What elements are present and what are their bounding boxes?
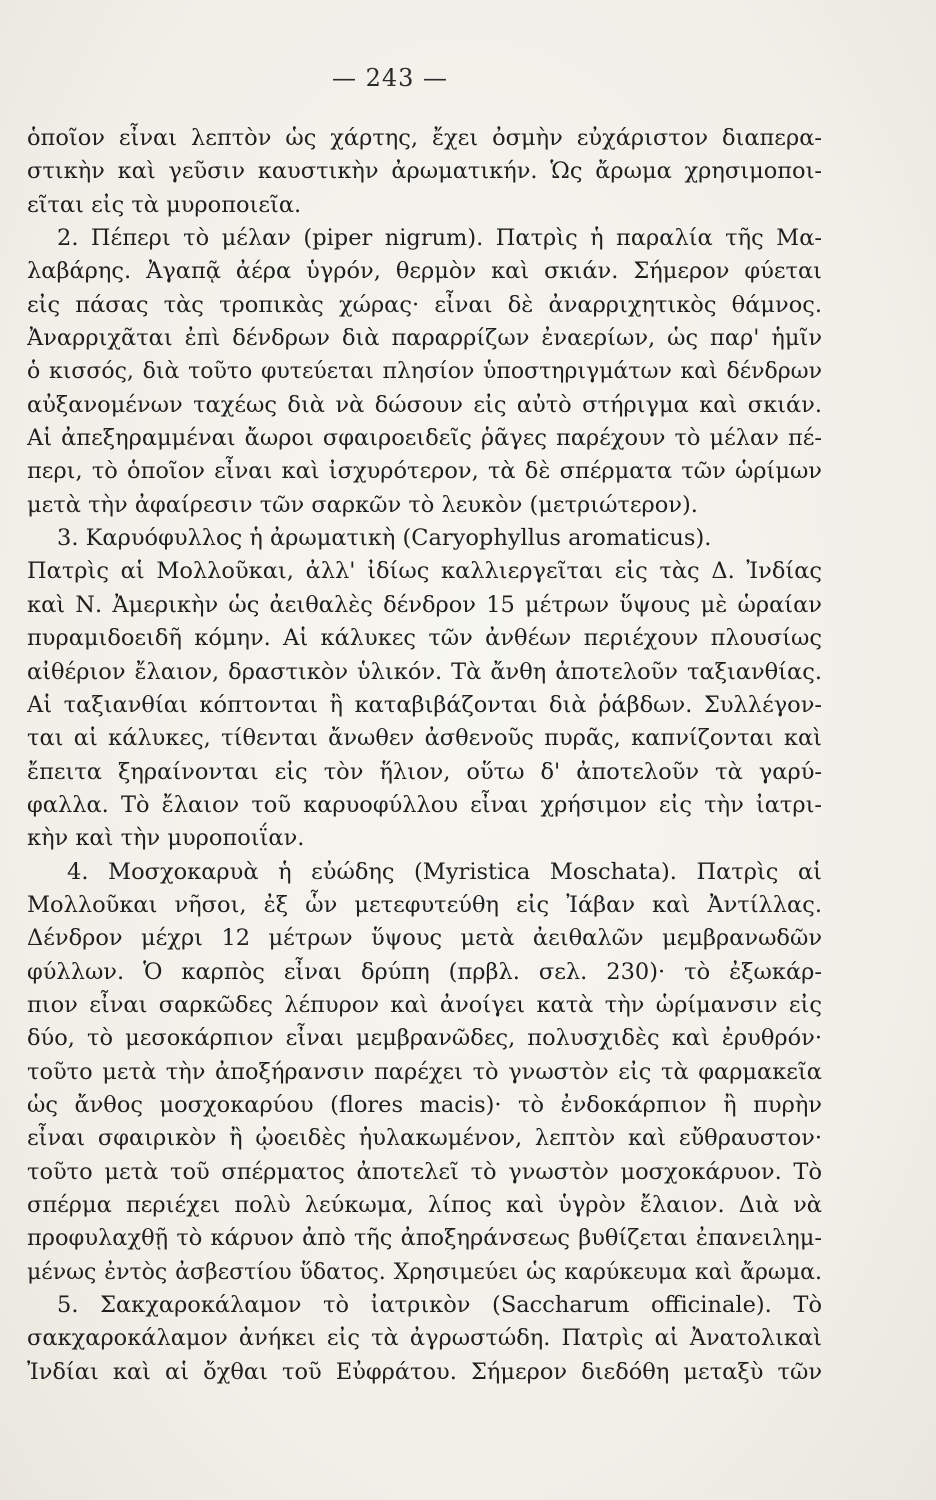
text-line: φαλλα. Τὸ ἔλαιον τοῦ καρυοφύλλου εἶναι χρήσιμον εἰς τὴν ἰατρι- [27, 791, 822, 818]
text-line: ὡς ἄνθος μοσχοκαρύου (flores macis)· τὸ ἐνδοκάρπιον ἢ πυρὴν [27, 1091, 822, 1118]
text-line: μετὰ τὴν ἀφαίρεσιν τῶν σαρκῶν τὸ λευκὸν (μετριώτερον). [27, 491, 698, 518]
text-line: Δένδρον μέχρι 12 μέτρων ὕψους μετὰ ἀειθαλῶν μεμβρανωδῶν [27, 925, 822, 952]
text-line: φύλλων. Ὁ καρπὸς εἶναι δρύπη (πρβλ. σελ. 230)· τὸ ἐξωκάρ- [27, 958, 822, 985]
text-line: ται αἱ κάλυκες, τίθενται ἄνωθεν ἀσθενοῦς πυρᾶς, καπνίζονται καὶ [27, 725, 822, 752]
text-line: μένως ἐντὸς ἀσβεστίου ὕδατος. Χρησιμεύει ὡς καρύκευμα καὶ ἄρωμα. [27, 1259, 822, 1285]
section-heading-line: 3. Καρυόφυλλος ἡ ἀρωματικὴ (Caryophyllus aromaticus). [57, 525, 712, 552]
text-line: λαβάρης. Ἀγαπᾷ ἀέρα ὑγρόν, θερμὸν καὶ σκιάν. Σήμερον φύεται [27, 258, 822, 285]
text-line: ὁποῖον εἶναι λεπτὸν ὡς χάρτης, ἔχει ὀσμὴν εὐχάριστον διαπερα- [27, 125, 822, 151]
text-line: δύο, τὸ μεσοκάρπιον εἶναι μεμβρανῶδες, πολυσχιδὲς καὶ ἐρυθρόν· [27, 1025, 822, 1052]
text-line: ὁ κισσός, διὰ τοῦτο φυτεύεται πλησίον ὑποστηριγμάτων καὶ δένδρων [27, 359, 822, 385]
page-number: — 243 — [331, 64, 449, 92]
text-line: προφυλαχθῇ τὸ κάρυον ἀπὸ τῆς ἀποξηράνσεως βυθίζεται ἐπανειλημ- [27, 1225, 822, 1252]
text-line: Αἱ ταξιανθίαι κόπτονται ἢ καταβιβάζονται διὰ ῥάβδων. Συλλέγον- [27, 691, 822, 718]
section-heading-line: 2. Πέπερι τὸ μέλαν (piper nigrum). Πατρὶς ἡ παραλία τῆς Μα- [57, 225, 822, 252]
text-line: Ἀναρριχᾶται ἐπὶ δένδρων διὰ παραρρίζων ἐναερίων, ὡς παρ' ἡμῖν [27, 325, 822, 352]
text-line: εἶναι σφαιρικὸν ἢ ᾠοειδὲς ἠυλακωμένον, λεπτὸν καὶ εὔθραυστον· [27, 1125, 822, 1152]
text-line: περι, τὸ ὁποῖον εἶναι καὶ ἰσχυρότερον, τὰ δὲ σπέρματα τῶν ὡρίμων [27, 458, 822, 485]
text-line: κὴν καὶ τὴν μυροποιΐαν. [27, 825, 305, 852]
text-line: τοῦτο μετὰ τοῦ σπέρματος ἀποτελεῖ τὸ γνωστὸν μοσχοκάρυον. Τὸ [27, 1158, 822, 1185]
text-line: εῖται εἰς τὰ μυροποιεῖα. [27, 191, 302, 218]
text-line: πυραμιδοειδῆ κόμην. Αἱ κάλυκες τῶν ἀνθέων περιέχουν πλουσίως [27, 625, 822, 652]
text-line: σπέρμα περιέχει πολὺ λεύκωμα, λίπος καὶ ὑγρὸν ἔλαιον. Διὰ νὰ [27, 1192, 822, 1218]
text-line: πιον εἶναι σαρκῶδες λέπυρον καὶ ἀνοίγει κατὰ τὴν ὡρίμανσιν εἰς [27, 991, 822, 1018]
text-line: Ἰνδίαι καὶ αἱ ὄχθαι τοῦ Εὐφράτου. Σήμερον διεδόθη μεταξὺ τῶν [27, 1358, 822, 1385]
text-line: ἔπειτα ξηραίνονται εἰς τὸν ἥλιον, οὕτω δ' ἀποτελοῦν τὰ γαρύ- [27, 758, 822, 785]
text-line: τοῦτο μετὰ τὴν ἀποξήρανσιν παρέχει τὸ γνωστὸν εἰς τὰ φαρμακεῖα [27, 1058, 822, 1085]
text-line: καὶ Ν. Ἀμερικὴν ὡς ἀειθαλὲς δένδρον 15 μέτρων ὕψους μὲ ὡραίαν [27, 591, 822, 618]
section-heading-line: 4. Μοσχοκαρυὰ ἡ εὐώδης (Myristica Moschata). Πατρὶς αἱ [67, 858, 822, 885]
text-line: σακχαροκάλαμον ἀνήκει εἰς τὰ ἀγρωστώδη. Πατρὶς αἱ Ἀνατολικαὶ [27, 1325, 822, 1352]
text-line: στικὴν καὶ γεῦσιν καυστικὴν ἀρωματικήν. Ὡς ἄρωμα χρησιμοποι- [27, 158, 822, 185]
text-line: αὐξανομένων ταχέως διὰ νὰ δώσουν εἰς αὐτὸ στήριγμα καὶ σκιάν. [27, 391, 822, 418]
text-line: Μολλοῦκαι νῆσοι, ἐξ ὧν μετεφυτεύθη εἰς Ἰάβαν καὶ Ἀντίλλας. [27, 891, 822, 918]
text-line: αἰθέριον ἔλαιον, δραστικὸν ὑλικόν. Τὰ ἄνθη ἀποτελοῦν ταξιανθίας. [27, 658, 822, 685]
text-line: Αἱ ἀπεξηραμμέναι ἄωροι σφαιροειδεῖς ῥᾶγες παρέχουν τὸ μέλαν πέ- [27, 425, 822, 452]
text-line: εἰς πάσας τὰς τροπικὰς χώρας· εἶναι δὲ ἀναρριχητικὸς θάμνος. [27, 291, 822, 318]
body-text [27, 122, 822, 1389]
section-heading-line: 5. Σακχαροκάλαμον τὸ ἰατρικὸν (Saccharum officinale). Τὸ [57, 1292, 822, 1319]
text-line: Πατρὶς αἱ Μολλοῦκαι, ἀλλ' ἰδίως καλλιεργεῖται εἰς τὰς Δ. Ἰνδίας [27, 558, 822, 585]
